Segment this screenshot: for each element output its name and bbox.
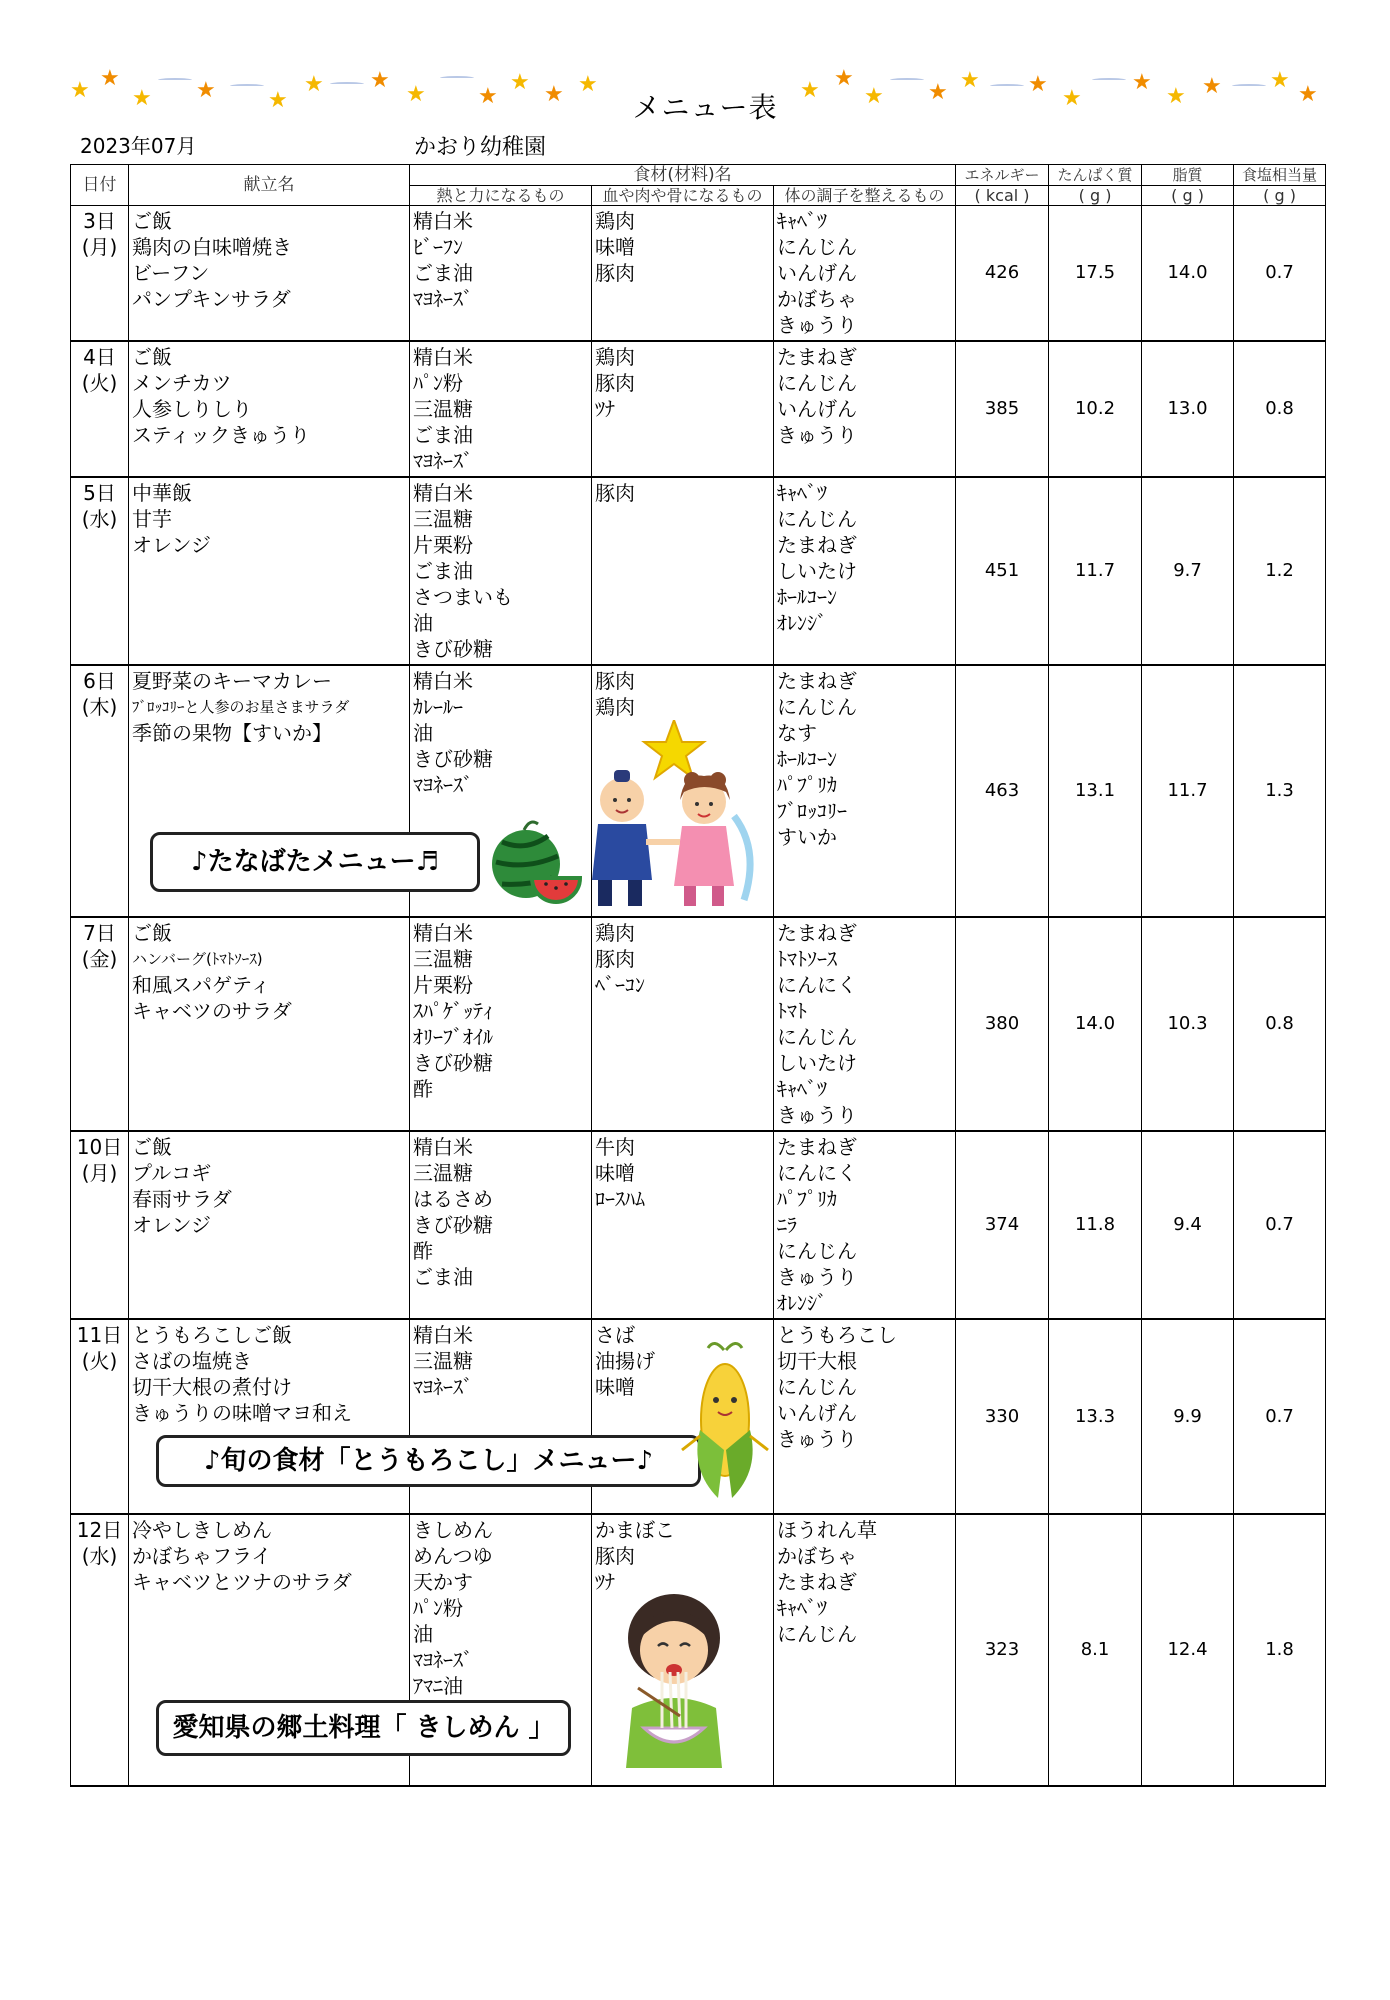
star-icon: ★ bbox=[960, 68, 980, 93]
regulate-food-item: ﾊﾟﾌﾟﾘｶ bbox=[777, 773, 837, 797]
tanabata-couple-illustration bbox=[584, 720, 774, 910]
star-icon: ★ bbox=[834, 66, 854, 91]
energy-value: 451 bbox=[956, 477, 1049, 665]
regulate-food-item: ｷｬﾍﾞﾂ bbox=[777, 481, 827, 505]
energy-food-item: 精白米 bbox=[413, 209, 473, 233]
day-number: 7日 bbox=[83, 921, 116, 945]
energy-food-item: ﾏﾖﾈｰｽﾞ bbox=[413, 773, 473, 797]
salt-value: 0.7 bbox=[1234, 1319, 1326, 1514]
menu-row bbox=[71, 206, 1326, 342]
regulate-food-item: たまねぎ bbox=[777, 1570, 857, 1594]
regulate-food-item: すいか bbox=[777, 825, 837, 849]
dish-item: キャベツのサラダ bbox=[132, 999, 292, 1023]
regulate-food-item: ﾊﾟﾌﾟﾘｶ bbox=[777, 1187, 837, 1211]
salt-value: 1.3 bbox=[1234, 665, 1326, 917]
body-food-item: 豚肉 bbox=[595, 669, 635, 693]
regulate-food-item: たまねぎ bbox=[777, 533, 857, 557]
protein-value: 11.7 bbox=[1049, 477, 1142, 665]
header-salt: 食塩相当量 bbox=[1234, 165, 1326, 186]
dish-item: 切干大根の煮付け bbox=[132, 1375, 292, 1399]
regulate-food-item: にんじん bbox=[777, 371, 857, 395]
day-of-week: (水) bbox=[81, 507, 118, 531]
energy-value: 385 bbox=[956, 341, 1049, 477]
day-of-week: (火) bbox=[81, 1349, 118, 1373]
dish-item: 人参しりしり bbox=[132, 397, 252, 421]
regulate-food-item: にんじん bbox=[777, 695, 857, 719]
header-energy: エネルギー bbox=[956, 165, 1049, 186]
energy-food-cell bbox=[410, 917, 592, 1131]
energy-food-item: めんつゆ bbox=[413, 1544, 493, 1568]
header-regulate-group: 体の調子を整えるもの bbox=[774, 186, 956, 206]
header-menu: 献立名 bbox=[129, 165, 410, 206]
star-icon: ★ bbox=[100, 66, 120, 91]
regulate-food-item: しいたけ bbox=[777, 559, 857, 583]
star-icon: ★ bbox=[1298, 82, 1318, 107]
regulate-food-item: ﾌﾞﾛｯｺﾘｰ bbox=[777, 799, 847, 823]
regulate-food-cell bbox=[774, 917, 956, 1131]
day-number: 12日 bbox=[76, 1518, 123, 1542]
regulate-food-item: いんげん bbox=[777, 397, 857, 421]
energy-food-item: 片栗粉 bbox=[413, 533, 473, 557]
regulate-food-item: いんげん bbox=[777, 1401, 857, 1425]
dish-item: スティックきゅうり bbox=[132, 423, 310, 447]
energy-food-item: 精白米 bbox=[413, 1323, 473, 1347]
energy-food-cell bbox=[410, 1131, 592, 1319]
header-body-group: 血や肉や骨になるもの bbox=[592, 186, 774, 206]
wave-icon bbox=[990, 84, 1024, 88]
regulate-food-item: にんじん bbox=[777, 1375, 857, 1399]
body-food-item: 鶏肉 bbox=[595, 209, 635, 233]
salt-value: 0.8 bbox=[1234, 917, 1326, 1131]
salt-value: 1.8 bbox=[1234, 1514, 1326, 1786]
dish-item: オレンジ bbox=[132, 533, 211, 557]
energy-food-item: きしめん bbox=[413, 1518, 493, 1542]
header-energy-unit: ( kcal ) bbox=[956, 186, 1049, 206]
energy-food-item: 三温糖 bbox=[413, 397, 473, 421]
energy-food-item: きび砂糖 bbox=[413, 637, 493, 661]
dish-cell bbox=[129, 206, 410, 342]
day-cell bbox=[71, 1319, 129, 1514]
energy-food-item: はるさめ bbox=[413, 1187, 493, 1211]
regulate-food-item: たまねぎ bbox=[777, 921, 857, 945]
regulate-food-cell bbox=[774, 1514, 956, 1786]
body-food-item: ﾂﾅ bbox=[595, 1570, 615, 1594]
regulate-food-item: ﾎｰﾙｺｰﾝ bbox=[777, 585, 837, 609]
energy-food-item: 油 bbox=[413, 1622, 433, 1646]
wave-icon bbox=[158, 78, 192, 82]
body-food-item: 豚肉 bbox=[595, 1544, 635, 1568]
star-icon: ★ bbox=[304, 72, 324, 97]
day-cell bbox=[71, 477, 129, 665]
regulate-food-item: にんにく bbox=[777, 1161, 857, 1185]
regulate-food-item: きゅうり bbox=[777, 1103, 857, 1127]
star-icon: ★ bbox=[800, 78, 820, 103]
star-icon: ★ bbox=[406, 82, 426, 107]
dish-item: 季節の果物【すいか】 bbox=[132, 721, 332, 745]
energy-food-item: 三温糖 bbox=[413, 947, 473, 971]
wave-icon bbox=[330, 82, 364, 86]
dish-item: きゅうりの味噌マヨ和え bbox=[132, 1401, 352, 1425]
energy-food-item: 酢 bbox=[413, 1239, 433, 1263]
energy-value: 463 bbox=[956, 665, 1049, 917]
day-of-week: (木) bbox=[81, 695, 118, 719]
body-food-item: 油揚げ bbox=[595, 1349, 655, 1373]
kishimen-menu-label: 愛知県の郷土料理「 きしめん 」 bbox=[156, 1700, 571, 1756]
energy-food-item: ﾊﾟﾝ粉 bbox=[413, 1596, 463, 1620]
day-number: 6日 bbox=[83, 669, 116, 693]
dish-item: 夏野菜のキーマカレー bbox=[132, 669, 332, 693]
energy-food-item: さつまいも bbox=[413, 585, 513, 609]
body-food-item: 味噌 bbox=[595, 1375, 635, 1399]
day-cell bbox=[71, 341, 129, 477]
fat-value: 9.7 bbox=[1142, 477, 1234, 665]
energy-value: 323 bbox=[956, 1514, 1049, 1786]
regulate-food-item: きゅうり bbox=[777, 313, 857, 337]
regulate-food-item: にんじん bbox=[777, 235, 857, 259]
regulate-food-item: にんにく bbox=[777, 973, 857, 997]
energy-food-item: ごま油 bbox=[413, 423, 473, 447]
energy-food-item: ごま油 bbox=[413, 559, 473, 583]
body-food-cell bbox=[592, 917, 774, 1131]
watermelon-illustration bbox=[488, 812, 583, 907]
body-food-item: 鶏肉 bbox=[595, 921, 635, 945]
body-food-cell bbox=[592, 477, 774, 665]
regulate-food-item: ほうれん草 bbox=[777, 1518, 877, 1542]
menu-row bbox=[71, 477, 1326, 665]
protein-value: 13.1 bbox=[1049, 665, 1142, 917]
regulate-food-cell bbox=[774, 477, 956, 665]
energy-value: 380 bbox=[956, 917, 1049, 1131]
dish-item: プルコギ bbox=[132, 1161, 212, 1185]
menu-row bbox=[71, 917, 1326, 1131]
dish-item: 甘芋 bbox=[132, 507, 172, 531]
day-cell bbox=[71, 665, 129, 917]
energy-food-item: ﾋﾞｰﾌﾝ bbox=[413, 235, 463, 259]
regulate-food-item: なす bbox=[777, 721, 817, 745]
day-of-week: (水) bbox=[81, 1544, 118, 1568]
wave-icon bbox=[440, 76, 474, 80]
energy-food-item: 三温糖 bbox=[413, 1349, 473, 1373]
regulate-food-item: ﾎｰﾙｺｰﾝ bbox=[777, 747, 837, 771]
star-icon: ★ bbox=[196, 78, 216, 103]
energy-food-item: 片栗粉 bbox=[413, 973, 473, 997]
star-icon: ★ bbox=[1062, 86, 1082, 111]
menu-row bbox=[71, 1131, 1326, 1319]
energy-food-item: ﾏﾖﾈｰｽﾞ bbox=[413, 287, 473, 311]
header-protein-unit: ( g ) bbox=[1049, 186, 1142, 206]
dish-item: 中華飯 bbox=[132, 481, 192, 505]
school-name: かおり幼稚園 bbox=[414, 135, 547, 160]
body-food-item: ﾛｰｽﾊﾑ bbox=[595, 1187, 645, 1211]
fat-value: 9.4 bbox=[1142, 1131, 1234, 1319]
star-icon: ★ bbox=[510, 70, 530, 95]
regulate-food-item: にんじん bbox=[777, 1025, 857, 1049]
energy-food-item: 精白米 bbox=[413, 1135, 473, 1159]
star-icon: ★ bbox=[370, 68, 390, 93]
dish-cell bbox=[129, 917, 410, 1131]
body-food-item: 豚肉 bbox=[595, 261, 635, 285]
regulate-food-item: にんじん bbox=[777, 507, 857, 531]
fat-value: 13.0 bbox=[1142, 341, 1234, 477]
regulate-food-item: しいたけ bbox=[777, 1051, 857, 1075]
fat-value: 14.0 bbox=[1142, 206, 1234, 342]
body-food-item: 鶏肉 bbox=[595, 345, 635, 369]
body-food-cell bbox=[592, 206, 774, 342]
regulate-food-item: ﾄﾏﾄ bbox=[777, 999, 807, 1023]
regulate-food-item: きゅうり bbox=[777, 1265, 857, 1289]
regulate-food-cell bbox=[774, 665, 956, 917]
star-icon: ★ bbox=[578, 72, 598, 97]
corn-character-illustration bbox=[680, 1340, 770, 1505]
star-icon: ★ bbox=[132, 86, 152, 111]
energy-food-item: 三温糖 bbox=[413, 507, 473, 531]
body-food-item: 味噌 bbox=[595, 1161, 635, 1185]
energy-food-item: ｶﾚｰﾙｰ bbox=[413, 695, 463, 719]
dish-item: ハンバーグ(ﾄﾏﾄｿｰｽ) bbox=[132, 950, 263, 968]
regulate-food-item: とうもろこし bbox=[777, 1323, 897, 1347]
dish-item: ﾌﾞﾛｯｺﾘｰと人参のお星さまサラダ bbox=[132, 698, 350, 716]
energy-food-item: 天かす bbox=[413, 1570, 473, 1594]
star-icon: ★ bbox=[864, 84, 884, 109]
star-icon: ★ bbox=[1202, 74, 1222, 99]
dish-item: 和風スパゲティ bbox=[132, 973, 271, 997]
header-energy-group: 熱と力になるもの bbox=[410, 186, 592, 206]
header-protein: たんぱく質 bbox=[1049, 165, 1142, 186]
salt-value: 0.7 bbox=[1234, 1131, 1326, 1319]
body-food-item: 豚肉 bbox=[595, 947, 635, 971]
energy-food-item: ﾏﾖﾈｰｽﾞ bbox=[413, 1648, 473, 1672]
body-food-item: ﾍﾞｰｺﾝ bbox=[595, 973, 645, 997]
star-decoration-right bbox=[800, 66, 1320, 120]
protein-value: 13.3 bbox=[1049, 1319, 1142, 1514]
day-number: 4日 bbox=[83, 345, 116, 369]
energy-food-item: 精白米 bbox=[413, 669, 473, 693]
regulate-food-item: たまねぎ bbox=[777, 669, 857, 693]
body-food-item: 鶏肉 bbox=[595, 695, 635, 719]
header-fat-unit: ( g ) bbox=[1142, 186, 1234, 206]
fat-value: 12.4 bbox=[1142, 1514, 1234, 1786]
day-cell bbox=[71, 1514, 129, 1786]
energy-food-item: ｵﾘｰﾌﾞｵｲﾙ bbox=[413, 1025, 493, 1049]
energy-food-item: 精白米 bbox=[413, 345, 473, 369]
dish-cell bbox=[129, 1131, 410, 1319]
girl-eating-noodles-illustration bbox=[618, 1588, 730, 1768]
regulate-food-cell bbox=[774, 206, 956, 342]
energy-food-item: ｽﾊﾟｹﾞｯﾃｨ bbox=[413, 999, 493, 1023]
star-icon: ★ bbox=[478, 84, 498, 109]
regulate-food-cell bbox=[774, 1319, 956, 1514]
regulate-food-item: きゅうり bbox=[777, 423, 857, 447]
dish-cell bbox=[129, 477, 410, 665]
star-icon: ★ bbox=[1166, 84, 1186, 109]
star-icon: ★ bbox=[928, 80, 948, 105]
energy-food-item: ごま油 bbox=[413, 1265, 473, 1289]
header-fat: 脂質 bbox=[1142, 165, 1234, 186]
dish-item: ご飯 bbox=[132, 921, 172, 945]
day-of-week: (金) bbox=[81, 947, 118, 971]
salt-value: 0.7 bbox=[1234, 206, 1326, 342]
fat-value: 11.7 bbox=[1142, 665, 1234, 917]
dish-cell bbox=[129, 341, 410, 477]
energy-food-item: きび砂糖 bbox=[413, 1051, 493, 1075]
header-ingredients: 食材(材料)名 bbox=[410, 165, 956, 186]
star-icon: ★ bbox=[1270, 68, 1290, 93]
salt-value: 0.8 bbox=[1234, 341, 1326, 477]
energy-food-item: 精白米 bbox=[413, 481, 473, 505]
energy-food-cell bbox=[410, 206, 592, 342]
body-food-item: ﾂﾅ bbox=[595, 397, 615, 421]
regulate-food-item: ﾄﾏﾄｿｰｽ bbox=[777, 947, 837, 971]
regulate-food-item: ﾆﾗ bbox=[777, 1213, 797, 1237]
dish-item: さばの塩焼き bbox=[132, 1349, 252, 1373]
regulate-food-item: たまねぎ bbox=[777, 1135, 857, 1159]
energy-food-item: 精白米 bbox=[413, 921, 473, 945]
day-cell bbox=[71, 917, 129, 1131]
energy-food-cell bbox=[410, 477, 592, 665]
dish-item: ビーフン bbox=[132, 261, 210, 285]
menu-row bbox=[71, 341, 1326, 477]
dish-item: とうもろこしご飯 bbox=[132, 1323, 292, 1347]
energy-food-item: ﾏﾖﾈｰｽﾞ bbox=[413, 449, 473, 473]
dish-item: ご飯 bbox=[132, 345, 172, 369]
star-decoration-left bbox=[70, 66, 610, 120]
body-food-item: かまぼこ bbox=[595, 1518, 675, 1542]
dish-item: ご飯 bbox=[132, 209, 172, 233]
protein-value: 8.1 bbox=[1049, 1514, 1142, 1786]
body-food-item: 味噌 bbox=[595, 235, 635, 259]
energy-food-item: 油 bbox=[413, 721, 433, 745]
body-food-item: 豚肉 bbox=[595, 481, 635, 505]
body-food-item: 豚肉 bbox=[595, 371, 635, 395]
energy-food-item: 酢 bbox=[413, 1077, 433, 1101]
energy-food-item: ごま油 bbox=[413, 261, 473, 285]
protein-value: 14.0 bbox=[1049, 917, 1142, 1131]
dish-item: 冷やしきしめん bbox=[132, 1518, 272, 1542]
regulate-food-item: かぼちゃ bbox=[777, 1544, 857, 1568]
energy-food-item: ﾏﾖﾈｰｽﾞ bbox=[413, 1375, 473, 1399]
energy-value: 374 bbox=[956, 1131, 1049, 1319]
regulate-food-item: にんじん bbox=[777, 1622, 857, 1646]
regulate-food-item: にんじん bbox=[777, 1239, 857, 1263]
wave-icon bbox=[1092, 78, 1126, 82]
energy-food-item: 三温糖 bbox=[413, 1161, 473, 1185]
header-date: 日付 bbox=[71, 165, 129, 206]
day-number: 11日 bbox=[76, 1323, 123, 1347]
body-food-item: さば bbox=[595, 1323, 635, 1347]
fat-value: 9.9 bbox=[1142, 1319, 1234, 1514]
regulate-food-item: かぼちゃ bbox=[777, 287, 857, 311]
regulate-food-item: ｷｬﾍﾞﾂ bbox=[777, 1077, 827, 1101]
regulate-food-item: いんげん bbox=[777, 261, 857, 285]
dish-item: パンプキンサラダ bbox=[132, 287, 291, 311]
wave-icon bbox=[230, 84, 264, 88]
energy-food-item: 油 bbox=[413, 611, 433, 635]
star-icon: ★ bbox=[1028, 72, 1048, 97]
body-food-cell bbox=[592, 1131, 774, 1319]
day-number: 3日 bbox=[83, 209, 116, 233]
header-salt-unit: ( g ) bbox=[1234, 186, 1326, 206]
salt-value: 1.2 bbox=[1234, 477, 1326, 665]
regulate-food-item: ｵﾚﾝｼﾞ bbox=[777, 611, 827, 635]
dish-item: ご飯 bbox=[132, 1135, 172, 1159]
body-food-cell bbox=[592, 341, 774, 477]
day-cell bbox=[71, 206, 129, 342]
wave-icon bbox=[1232, 84, 1266, 88]
star-icon: ★ bbox=[1132, 70, 1152, 95]
regulate-food-item: たまねぎ bbox=[777, 345, 857, 369]
day-of-week: (火) bbox=[81, 371, 118, 395]
energy-food-item: ﾊﾟﾝ粉 bbox=[413, 371, 463, 395]
star-icon: ★ bbox=[70, 78, 90, 103]
protein-value: 11.8 bbox=[1049, 1131, 1142, 1319]
wave-icon bbox=[890, 78, 924, 82]
dish-item: キャベツとツナのサラダ bbox=[132, 1570, 352, 1594]
menu-table bbox=[70, 164, 1326, 1787]
page-title: メニュー表 bbox=[632, 91, 778, 124]
star-icon: ★ bbox=[544, 82, 564, 107]
energy-food-item: ｱﾏﾆ油 bbox=[413, 1674, 463, 1698]
energy-food-item: きび砂糖 bbox=[413, 747, 493, 771]
dish-item: 春雨サラダ bbox=[132, 1187, 232, 1211]
month-label: 2023年07月 bbox=[80, 134, 197, 158]
regulate-food-item: 切干大根 bbox=[777, 1349, 857, 1373]
corn-menu-label: ♪旬の食材「とうもろこし」メニュー♪ bbox=[156, 1435, 701, 1487]
regulate-food-item: ｷｬﾍﾞﾂ bbox=[777, 209, 827, 233]
energy-value: 330 bbox=[956, 1319, 1049, 1514]
body-food-item: 牛肉 bbox=[595, 1135, 635, 1159]
day-of-week: (月) bbox=[81, 1161, 118, 1185]
dish-item: オレンジ bbox=[132, 1213, 211, 1237]
regulate-food-cell bbox=[774, 1131, 956, 1319]
protein-value: 10.2 bbox=[1049, 341, 1142, 477]
day-of-week: (月) bbox=[81, 235, 118, 259]
protein-value: 17.5 bbox=[1049, 206, 1142, 342]
star-icon: ★ bbox=[268, 88, 288, 113]
regulate-food-cell bbox=[774, 341, 956, 477]
day-cell bbox=[71, 1131, 129, 1319]
dish-item: かぼちゃフライ bbox=[132, 1544, 272, 1568]
dish-item: メンチカツ bbox=[132, 371, 232, 395]
day-number: 10日 bbox=[76, 1135, 123, 1159]
regulate-food-item: ｷｬﾍﾞﾂ bbox=[777, 1596, 827, 1620]
day-number: 5日 bbox=[83, 481, 116, 505]
energy-food-cell bbox=[410, 341, 592, 477]
regulate-food-item: ｵﾚﾝｼﾞ bbox=[777, 1291, 827, 1315]
dish-item: 鶏肉の白味噌焼き bbox=[132, 235, 292, 259]
energy-value: 426 bbox=[956, 206, 1049, 342]
tanabata-menu-label: ♪たなばたメニュー♬ bbox=[150, 832, 480, 892]
regulate-food-item: きゅうり bbox=[777, 1427, 857, 1451]
fat-value: 10.3 bbox=[1142, 917, 1234, 1131]
energy-food-item: きび砂糖 bbox=[413, 1213, 493, 1237]
